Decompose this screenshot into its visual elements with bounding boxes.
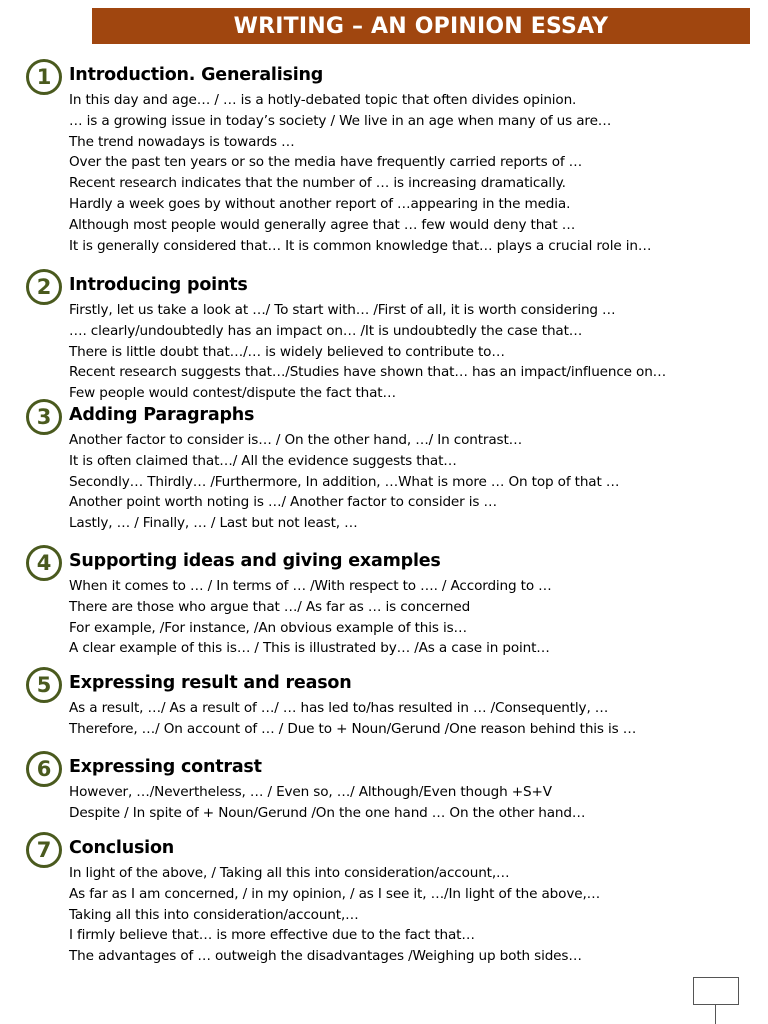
section-heading: Adding Paragraphs bbox=[69, 405, 255, 425]
phrase-line: However, …/Nevertheless, … / Even so, …/ Although/Even though +S+V bbox=[69, 784, 552, 800]
page-divider-line bbox=[715, 1004, 716, 1024]
number-6-icon: 6 bbox=[26, 751, 62, 787]
phrase-line: Another factor to consider is… / On the other hand, …/ In contrast… bbox=[69, 432, 523, 448]
page-number-box bbox=[693, 977, 739, 1005]
phrase-line: Over the past ten years or so the media have frequently carried reports of … bbox=[69, 154, 583, 171]
phrase-line: The advantages of … outweigh the disadvantages /Weighing up both sides… bbox=[69, 948, 582, 965]
phrase-list bbox=[69, 698, 636, 740]
phrase-list bbox=[69, 863, 600, 967]
phrase-line: In light of the above, / Taking all this into consideration/account,… bbox=[69, 865, 510, 881]
number-3-icon: 3 bbox=[26, 399, 62, 435]
phrase-line: Therefore, …/ On account of … / Due to + Noun/Gerund /One reason behind this is … bbox=[69, 720, 637, 737]
section-heading: Expressing result and reason bbox=[69, 673, 352, 693]
phrase-line: For example, /For instance, /An obvious example of this is… bbox=[69, 619, 467, 636]
phrase-line: I firmly believe that… is more effective due to the fact that… bbox=[69, 927, 475, 944]
phrase-line: …. clearly/undoubtedly has an impact on… /It is undoubtedly the case that… bbox=[69, 322, 583, 339]
phrase-list bbox=[69, 576, 552, 659]
phrase-line: Although most people would generally agree that … few would deny that … bbox=[69, 216, 576, 233]
phrase-line: There is little doubt that…/… is widely believed to contribute to… bbox=[69, 343, 505, 360]
phrase-line: Hardly a week goes by without another report of …appearing in the media. bbox=[69, 195, 571, 212]
phrase-list bbox=[69, 300, 666, 404]
number-7-icon: 7 bbox=[26, 832, 62, 868]
phrase-line: Few people would contest/dispute the fact that… bbox=[69, 385, 396, 402]
phrase-line: Firstly, let us take a look at …/ To start with… /First of all, it is worth considering … bbox=[69, 302, 616, 318]
phrase-line: Secondly… Thirdly… /Furthermore, In addition, …What is more … On top of that … bbox=[69, 473, 620, 490]
phrase-line: … is a growing issue in today’s society / We live in an age when many of us are… bbox=[69, 112, 612, 129]
phrase-line: A clear example of this is… / This is illustrated by… /As a case in point… bbox=[69, 640, 550, 657]
phrase-list bbox=[69, 782, 585, 824]
number-4-icon: 4 bbox=[26, 545, 62, 581]
number-1-icon: 1 bbox=[26, 59, 62, 95]
phrase-line: Taking all this into consideration/account,… bbox=[69, 906, 359, 923]
section-heading: Introduction. Generalising bbox=[69, 65, 324, 85]
phrase-line: It is generally considered that… It is common knowledge that… plays a crucial role in… bbox=[69, 237, 652, 254]
phrase-line: There are those who argue that …/ As far as … is concerned bbox=[69, 598, 471, 615]
phrase-line: In this day and age… / … is a hotly-debated topic that often divides opinion. bbox=[69, 92, 577, 108]
phrase-line: Lastly, … / Finally, … / Last but not least, … bbox=[69, 515, 358, 532]
phrase-line: Despite / In spite of + Noun/Gerund /On the one hand … On the other hand… bbox=[69, 804, 586, 821]
phrase-line: When it comes to … / In terms of … /With respect to …. / According to … bbox=[69, 578, 552, 594]
section-heading: Expressing contrast bbox=[69, 757, 262, 777]
phrase-line: It is often claimed that…/ All the evidence suggests that… bbox=[69, 452, 457, 469]
phrase-line: The trend nowadays is towards … bbox=[69, 133, 295, 150]
phrase-line: Recent research suggests that…/Studies have shown that… has an impact/influence on… bbox=[69, 364, 667, 381]
section-heading: Supporting ideas and giving examples bbox=[69, 551, 441, 571]
phrase-list bbox=[69, 430, 619, 534]
page-title: WRITING – AN OPINION ESSAY bbox=[92, 8, 750, 44]
phrase-line: Recent research indicates that the number of … is increasing dramatically. bbox=[69, 175, 566, 192]
phrase-line: As a result, …/ As a result of …/ … has led to/has resulted in … /Consequently, … bbox=[69, 700, 609, 716]
number-2-icon: 2 bbox=[26, 269, 62, 305]
phrase-list bbox=[69, 90, 651, 256]
phrase-line: As far as I am concerned, / in my opinion, / as I see it, …/In light of the above,… bbox=[69, 885, 601, 902]
number-5-icon: 5 bbox=[26, 667, 62, 703]
section-heading: Conclusion bbox=[69, 838, 175, 858]
phrase-line: Another point worth noting is …/ Another factor to consider is … bbox=[69, 494, 497, 511]
section-heading: Introducing points bbox=[69, 275, 248, 295]
